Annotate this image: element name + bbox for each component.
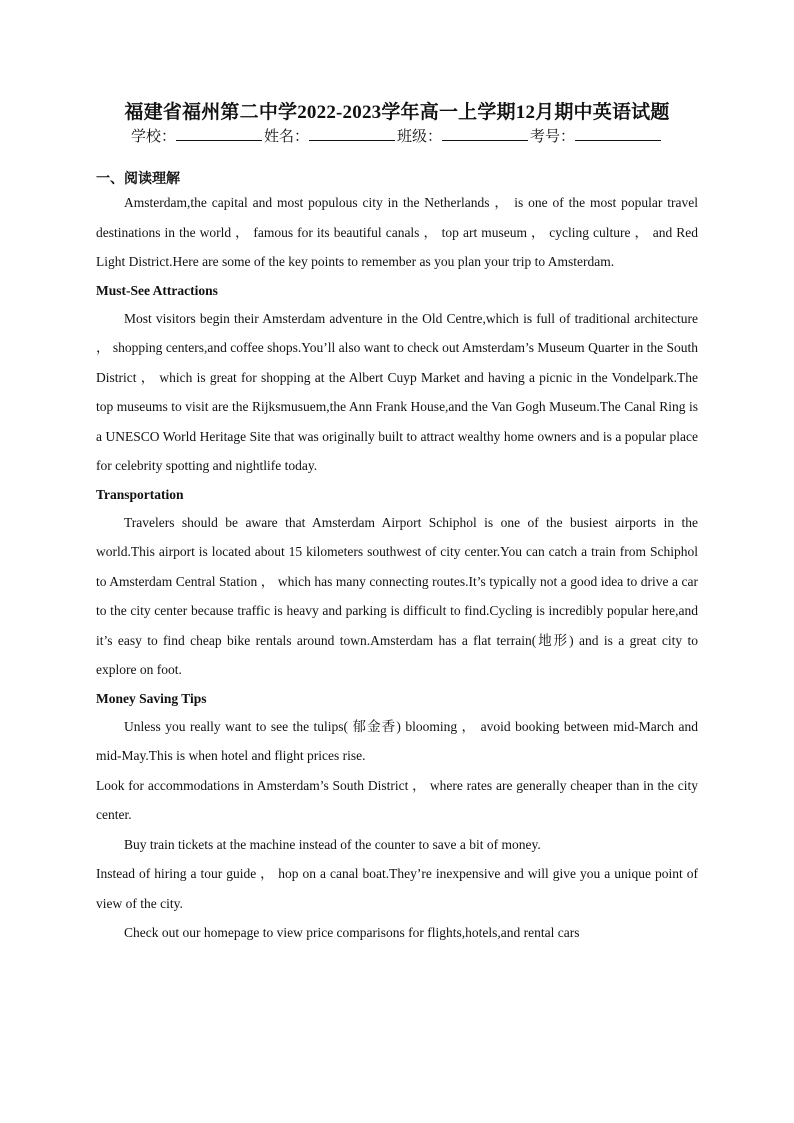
must-see-heading: Must-See Attractions	[96, 282, 218, 298]
money-tip-2: Look for accommodations in Amsterdam’s South District ， where rates are generally cheaper than in the city center.	[96, 777, 698, 822]
exam-no-blank	[575, 126, 661, 141]
reading-passage	[96, 188, 698, 948]
exam-title: 福建省福州第二中学2022-2023学年高一上学期12月期中英语试题	[124, 102, 670, 123]
transportation-heading: Transportation	[96, 486, 184, 502]
class-blank	[442, 126, 528, 141]
transportation-paragraph: Travelers should be aware that Amsterdam Airport Schiphol is one of the busiest airports in the world.This airport is located about 15 kilometers southwest of city center.You can catch a train from Schiphol to Amsterdam Central Station ， which has many connecting routes.It’s typically not a good idea to drive a car to the city center because traffic is heavy and parking is difficult to find.Cycling is incredibly popular here,and it’s easy to find cheap bike rentals around town.Amsterdam has a flat terrain(地形) and is a great city to explore on foot.	[96, 514, 698, 677]
money-tip-4: Instead of hiring a tour guide ， hop on a canal boat.They’re inexpensive and will give you a unique point of view of the city.	[96, 866, 698, 911]
money-heading: Money Saving Tips	[96, 690, 207, 706]
money-tip-5: Check out our homepage to view price comparisons for flights,hotels,and rental cars	[124, 925, 580, 940]
student-info-line	[96, 125, 698, 146]
section-heading: 一、阅读理解	[96, 172, 180, 187]
money-tip-3: Buy train tickets at the machine instead of the counter to save a bit of money.	[124, 836, 541, 852]
intro-paragraph: Amsterdam,the capital and most populous city in the Netherlands ， is one of the most popular travel destinations in the world ， famous for its beautiful canals ， top art museum ， cycling culture ， and Red Light District.Here are some of the key points to remember as you plan your trip to Amsterdam.	[96, 195, 698, 269]
exam-no-label: 考号：	[530, 129, 576, 145]
class-label: 班级：	[397, 129, 443, 145]
name-blank	[309, 126, 395, 141]
must-see-paragraph: Most visitors begin their Amsterdam adventure in the Old Centre,which is full of traditional architecture ， shopping centers,and coffee shops.You’ll also want to check out Amsterdam’s Museum Quarter in the South District ， which is great for shopping at the Albert Cuyp Market and having a picnic in the Vondelpark.The top museums to visit are the Rijksmusuem,the Ann Frank House,and the Van Gogh Museum.The Canal Ring is a UNESCO World Heritage Site that was originally built to attract wealthy home owners and is a popular place for celebrity spotting and nightlife today.	[96, 310, 698, 473]
name-label: 姓名：	[263, 129, 309, 145]
school-blank	[176, 126, 262, 141]
school-label: 学校：	[130, 129, 176, 145]
money-tip-1: Unless you really want to see the tulips( 郁金香) blooming ， avoid booking between mid-March and mid-May.This is when hotel and flight prices rise.	[96, 718, 698, 763]
